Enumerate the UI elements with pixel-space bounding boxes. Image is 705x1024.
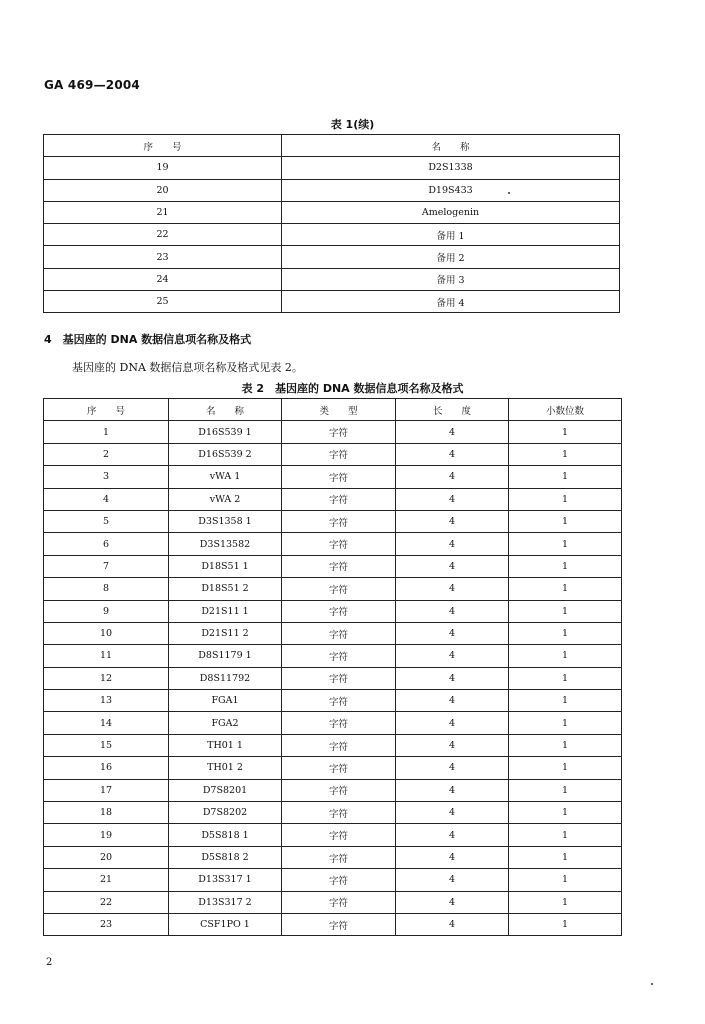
table-row [44,157,620,179]
table-cell: 1 [509,533,622,555]
table-cell: D5S818 2 [169,846,282,868]
scan-speck [651,983,653,985]
table-cell: 字符 [282,667,396,689]
table-cell: D7S8201 [169,779,282,801]
section-heading: 4 基因座的 DNA 数据信息项名称及格式 [44,333,252,346]
section-paragraph: 基因座的 DNA 数据信息项名称及格式见表 2。 [72,361,303,374]
table-cell: 11 [44,645,169,667]
table-cell: 4 [396,645,509,667]
table-cell: 23 [44,246,282,268]
table-row [44,891,622,913]
table-cell: D3S1358 1 [169,510,282,532]
table-cell: 字符 [282,712,396,734]
table-cell: 20 [44,846,169,868]
table-cell: 1 [509,891,622,913]
table-cell: 1 [509,846,622,868]
table-cell: 6 [44,533,169,555]
table-cell: 4 [396,578,509,600]
table-row [44,779,622,801]
table-cell: 13 [44,690,169,712]
table-cell: D13S317 2 [169,891,282,913]
table-cell: 备用 2 [282,246,620,268]
table-cell: 字符 [282,645,396,667]
table-cell: 4 [44,488,169,510]
table-cell: 7 [44,555,169,577]
table2-header-row [44,399,622,421]
table-cell: 字符 [282,913,396,935]
standard-code: GA 469—2004 [44,78,140,92]
table-cell: 字符 [282,869,396,891]
table-cell: D21S11 1 [169,600,282,622]
table-cell: D16S539 1 [169,421,282,443]
table-cell: 4 [396,891,509,913]
table-cell: 4 [396,757,509,779]
table1-caption: 表 1(续) [330,118,375,131]
table-cell: 1 [509,913,622,935]
table-cell: 17 [44,779,169,801]
table-cell: 1 [509,443,622,465]
table-row [44,555,622,577]
table-row [44,667,622,689]
table-cell: FGA1 [169,690,282,712]
table-row [44,224,620,246]
table-cell: 1 [509,824,622,846]
table-cell: 字符 [282,757,396,779]
scan-speck [508,192,510,194]
table-row [44,291,620,313]
table-row [44,622,622,644]
table-cell: 1 [509,802,622,824]
table-row [44,712,622,734]
table-cell: 15 [44,734,169,756]
table-cell: 14 [44,712,169,734]
table-cell: 1 [509,466,622,488]
table-cell: 1 [509,757,622,779]
table-row [44,802,622,824]
table2-caption: 表 2 基因座的 DNA 数据信息项名称及格式 [241,382,464,395]
table-row [44,510,622,532]
table-cell: 4 [396,555,509,577]
table-row [44,533,622,555]
table-cell: 4 [396,779,509,801]
table-cell: 4 [396,622,509,644]
table-cell: 4 [396,466,509,488]
table2-body [44,421,622,936]
table-cell: 9 [44,600,169,622]
table-cell: 1 [509,712,622,734]
table-cell: D8S11792 [169,667,282,689]
table-cell: 23 [44,913,169,935]
table-cell: 字符 [282,734,396,756]
table-cell: 字符 [282,533,396,555]
table-row [44,466,622,488]
table2-header-cell: 序 号 [44,399,169,421]
table-cell: FGA2 [169,712,282,734]
table-cell: 1 [509,578,622,600]
table-cell: D7S8202 [169,802,282,824]
table-row [44,578,622,600]
table-cell: 1 [509,667,622,689]
table-cell: D3S13582 [169,533,282,555]
table-cell: 10 [44,622,169,644]
table-cell: 4 [396,846,509,868]
table-cell: 4 [396,690,509,712]
table-row [44,488,622,510]
table-cell: 4 [396,824,509,846]
table-cell: 18 [44,802,169,824]
table-cell: 字符 [282,466,396,488]
table-cell: 字符 [282,510,396,532]
table-cell: 5 [44,510,169,532]
table-cell: 21 [44,201,282,223]
table-cell: 12 [44,667,169,689]
table-cell: 1 [509,622,622,644]
table-row [44,600,622,622]
table-cell: 1 [509,600,622,622]
table-cell: 字符 [282,421,396,443]
table-cell: 字符 [282,846,396,868]
page-number: 2 [46,957,53,968]
table-cell: 19 [44,157,282,179]
table-row [44,690,622,712]
table1-header-row [44,135,620,157]
table-row [44,179,620,201]
table-cell: TH01 1 [169,734,282,756]
table-row [44,443,622,465]
table-cell: 4 [396,712,509,734]
table-cell: 字符 [282,443,396,465]
table-cell: 16 [44,757,169,779]
table-cell: 22 [44,224,282,246]
table-cell: 字符 [282,824,396,846]
table-row [44,421,622,443]
table-cell: 21 [44,869,169,891]
table-cell: 3 [44,466,169,488]
table-cell: 2 [44,443,169,465]
table-row [44,645,622,667]
table-cell: D2S1338 [282,157,620,179]
table-cell: 字符 [282,578,396,600]
table-cell: 1 [509,690,622,712]
table-cell: D19S433 [282,179,620,201]
table-cell: D16S539 2 [169,443,282,465]
table-cell: 字符 [282,600,396,622]
table-cell: vWA 1 [169,466,282,488]
table-row [44,268,620,290]
table-cell: 24 [44,268,282,290]
table-row [44,846,622,868]
table-cell: 字符 [282,690,396,712]
table-row [44,869,622,891]
table-cell: TH01 2 [169,757,282,779]
table-cell: 4 [396,421,509,443]
table-cell: 4 [396,510,509,532]
table-cell: 4 [396,802,509,824]
table-cell: 1 [44,421,169,443]
table-cell: 字符 [282,555,396,577]
table-cell: 备用 4 [282,291,620,313]
table-cell: CSF1PO 1 [169,913,282,935]
table-cell: D18S51 2 [169,578,282,600]
table-cell: 25 [44,291,282,313]
table-cell: 22 [44,891,169,913]
table-cell: 字符 [282,891,396,913]
table-cell: 4 [396,600,509,622]
table-cell: 20 [44,179,282,201]
table-cell: 4 [396,443,509,465]
table1-header-cell: 序 号 [44,135,282,157]
table-row [44,734,622,756]
table1-body [44,157,620,313]
table-cell: 1 [509,488,622,510]
table-cell: 4 [396,533,509,555]
table-cell: 1 [509,555,622,577]
table-cell: Amelogenin [282,201,620,223]
table-cell: 备用 3 [282,268,620,290]
table-cell: 1 [509,645,622,667]
table1-header-cell: 名 称 [282,135,620,157]
table-cell: 备用 1 [282,224,620,246]
table-row [44,913,622,935]
table-cell: 19 [44,824,169,846]
table-row [44,201,620,223]
table-row [44,757,622,779]
table-cell: 字符 [282,779,396,801]
table-cell: D21S11 2 [169,622,282,644]
table-cell: D5S818 1 [169,824,282,846]
table2 [43,398,622,936]
table2-header-cell: 名 称 [169,399,282,421]
table-cell: 8 [44,578,169,600]
table-row [44,246,620,268]
table-cell: 1 [509,510,622,532]
table2-header-cell: 长 度 [396,399,509,421]
table2-header-cell: 类 型 [282,399,396,421]
table-cell: 4 [396,667,509,689]
table-cell: 1 [509,734,622,756]
table-cell: 1 [509,421,622,443]
table-cell: vWA 2 [169,488,282,510]
table-cell: 4 [396,869,509,891]
table2-header-cell: 小数位数 [509,399,622,421]
table-cell: 字符 [282,622,396,644]
table-cell: 4 [396,913,509,935]
table-cell: 1 [509,869,622,891]
table-cell: 4 [396,488,509,510]
table1 [43,134,620,313]
table-cell: D8S1179 1 [169,645,282,667]
table-cell: 1 [509,779,622,801]
table-cell: D18S51 1 [169,555,282,577]
table-cell: D13S317 1 [169,869,282,891]
table-cell: 字符 [282,802,396,824]
table-cell: 4 [396,734,509,756]
table-row [44,824,622,846]
table-cell: 字符 [282,488,396,510]
